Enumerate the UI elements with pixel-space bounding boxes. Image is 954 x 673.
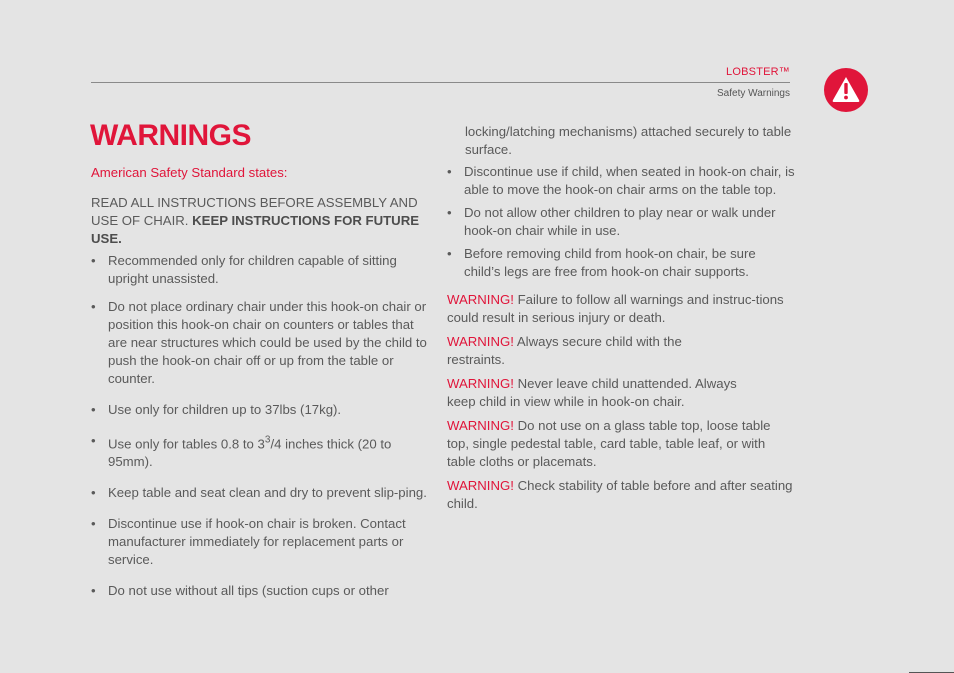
warning-triangle-icon: [824, 68, 868, 112]
standard-subtitle: American Safety Standard states:: [91, 165, 288, 180]
page-title: WARNINGS: [90, 119, 251, 152]
warning-paragraph: [447, 375, 757, 411]
warning-label: WARNING!: [447, 292, 514, 307]
warning-text: Always secure child with the restraints.: [447, 334, 682, 367]
warning-paragraph: [447, 291, 795, 327]
warning-label: WARNING!: [447, 418, 514, 433]
list-item: • Discontinue use if child, when seated in hook-on chair, is able to move the hook-on chair arms on the table top.: [447, 163, 795, 199]
warning-label: WARNING!: [447, 376, 514, 391]
warning-paragraph: [447, 417, 795, 471]
list-item: [91, 432, 433, 471]
read-instructions-notice: [91, 194, 433, 248]
section-name: Safety Warnings: [717, 88, 790, 99]
list-item: • Recommended only for children capable of sitting upright unassisted.: [91, 252, 433, 288]
warning-label: WARNING!: [447, 478, 514, 493]
thickness-text: Use only for tables 0.8 to 3: [108, 436, 265, 452]
list-item: • Do not allow other children to play near or walk under hook-on chair while in use.: [447, 204, 795, 240]
list-item: • Use only for children up to 37lbs (17kg).: [91, 401, 433, 419]
list-item-continuation: locking/latching mechanisms) attached securely to table surface.: [465, 124, 792, 157]
fraction-numerator: 3: [264, 435, 271, 446]
thickness-text-rest: /4 inches thick (20 to 95mm).: [108, 436, 392, 470]
warning-label: WARNING!: [447, 334, 514, 349]
list-item: • Before removing child from hook-on chair, be sure child’s legs are free from hook-on chair supports.: [447, 245, 795, 281]
keep-instructions-text: KEEP INSTRUCTIONS FOR FUTURE USE.: [91, 213, 420, 246]
read-instructions-text: READ ALL INSTRUCTIONS BEFORE ASSEMBLY AND USE OF CHAIR.: [91, 195, 418, 228]
header-rule: [91, 82, 790, 83]
right-column: [447, 123, 795, 513]
left-column: [91, 164, 433, 600]
left-bullet-list: [91, 252, 433, 600]
warning-paragraph: [447, 333, 707, 369]
brand-name: LOBSTER™: [726, 66, 790, 78]
warning-text: Check stability of table before and after seating child.: [447, 478, 793, 511]
list-item: • Do not place ordinary chair under this hook-on chair or position this hook-on chair on counters or tables that are near structures which could be used by the child to push the hook-on chair off or up from the table or counter.: [91, 298, 433, 388]
warning-text: Never leave child unattended. Always keep child in view while in hook-on chair.: [447, 376, 737, 409]
list-item: • Discontinue use if hook-on chair is broken. Contact manufacturer immediately for replacement parts or service.: [91, 515, 433, 569]
right-bullet-list: [447, 163, 795, 281]
warning-paragraph: [447, 477, 795, 513]
warning-text: Failure to follow all warnings and instruc-tions could result in serious injury or death.: [447, 292, 784, 325]
warning-text: Do not use on a glass table top, loose table top, single pedestal table, card table, table leaf, or with table cloths or placemats.: [447, 418, 771, 469]
list-item: • Keep table and seat clean and dry to prevent slip-ping.: [91, 484, 433, 502]
list-item: • Do not use without all tips (suction cups or other: [91, 582, 433, 600]
